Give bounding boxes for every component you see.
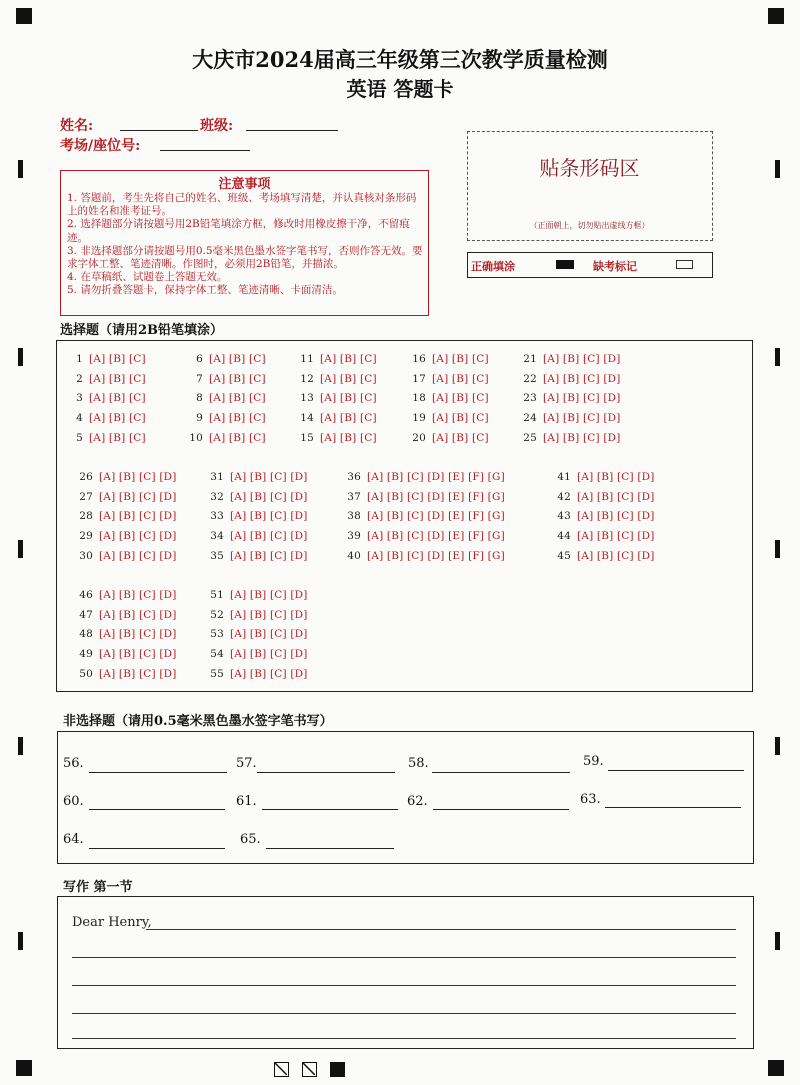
mc-question-35 [199,550,308,562]
fill-question-number: 61. [236,794,257,809]
mc-answer-options[interactable]: [A] [B] [C] [D] [577,549,655,562]
writing-line[interactable] [72,957,736,958]
mc-question-42 [546,491,655,503]
mc-question-18 [401,392,489,404]
mc-question-number: 49 [79,648,93,661]
mc-answer-options[interactable]: [A] [B] [C] [D] [230,628,308,641]
page-title: 大庆市2024届高三年级第三次教学质量检测 [192,47,608,72]
mc-answer-options[interactable]: [A] [B] [C] [320,372,377,385]
mc-question-number: 21 [523,353,537,365]
mc-question-2 [68,373,146,385]
mc-question-6 [178,353,266,365]
mc-question-number: 40 [347,549,361,562]
timing-tick [18,160,23,178]
writing-line[interactable] [72,1013,736,1014]
mc-question-20 [401,432,489,444]
fill-answer-box [57,731,754,864]
mc-question-22 [512,373,621,385]
writing-line[interactable] [146,929,736,930]
fill-question-number: 64. [63,832,84,847]
mc-answer-options[interactable]: [A] [B] [C] [432,392,489,405]
writing-line[interactable] [72,1038,736,1039]
mc-answer-options[interactable]: [A] [B] [C] [89,392,146,405]
mc-answer-options[interactable]: [A] [B] [C] [D] [543,372,621,385]
mc-answer-options[interactable]: [A] [B] [C] [D] [99,490,177,503]
writing-greeting: Dear Henry, [72,915,152,930]
mc-answer-options[interactable]: [A] [B] [C] [D] [99,648,177,661]
name-label: 姓名: [60,118,94,134]
mc-question-number: 31 [210,471,224,483]
mc-question-34 [199,530,308,542]
mc-question-number: 20 [412,431,426,444]
mc-answer-options[interactable]: [A] [B] [C] [D] [230,549,308,562]
mc-answer-options[interactable]: [A] [B] [C] [432,372,489,385]
mc-answer-options[interactable]: [A] [B] [C] [D] [543,353,621,365]
mc-question-19 [401,412,489,424]
mc-answer-options[interactable]: [A] [B] [C] [D] [543,392,621,405]
mc-question-number: 19 [412,412,426,425]
mc-answer-options[interactable]: [A] [B] [C] [89,412,146,425]
mc-answer-options[interactable]: [A] [B] [C] [D] [230,530,308,543]
notice-item: 1. 答题前，考生先将自己的姓名、班级、考场填写清楚，并认真核对条形码上的姓名和准考证号。 [67,192,417,218]
fill-answer-line[interactable] [266,848,394,849]
mc-question-number: 26 [79,471,93,483]
notice-item: 2. 选择题部分请按题号用2B铅笔填涂方框，修改时用橡皮擦干净，不留痕迹。 [67,218,410,244]
mc-answer-options[interactable]: [A] [B] [C] [D] [230,667,308,680]
mc-answer-options[interactable]: [A] [B] [C] [D] [577,471,655,483]
mc-question-number: 39 [347,530,361,543]
mc-answer-options[interactable]: [A] [B] [C] [D] [99,471,177,483]
mc-question-47 [68,609,177,621]
class-field[interactable] [246,130,338,131]
fill-question-number: 62. [407,794,428,809]
mc-question-number: 25 [523,431,537,444]
notice-item: 4. 在草稿纸、试题卷上答题无效。 [67,271,228,284]
mc-question-number: 33 [210,510,224,523]
mc-question-number: 41 [557,471,571,483]
mc-question-number: 50 [79,667,93,680]
fill-answer-line[interactable] [89,848,225,849]
mc-question-number: 43 [557,510,571,523]
mc-answer-options[interactable]: [A] [B] [C] [89,353,146,365]
mc-question-16 [401,353,489,365]
timing-tick [775,348,780,366]
mc-question-29 [68,530,177,542]
mc-answer-options[interactable]: [A] [B] [C] [D] [99,510,177,523]
mc-answer-options[interactable]: [A] [B] [C] [D] [99,530,177,543]
corner-mark-bottom-right [768,1060,784,1076]
fill-answer-line[interactable] [89,809,225,810]
mc-answer-options[interactable]: [A] [B] [C] [D] [E] [F] [G] [367,510,505,523]
mc-question-number: 45 [557,549,571,562]
writing-answer-box [57,896,754,1049]
mc-question-46 [68,589,177,601]
mc-question-39 [336,530,505,542]
mc-question-number: 29 [79,530,93,543]
mc-question-14 [289,412,377,424]
mc-question-23 [512,392,621,404]
mc-question-number: 44 [557,530,571,543]
mc-question-38 [336,510,505,522]
mc-answer-options[interactable]: [A] [B] [C] [432,412,489,425]
mc-question-33 [199,510,308,522]
fill-answer-line[interactable] [89,772,227,773]
mc-answer-options[interactable]: [A] [B] [C] [89,372,146,385]
mc-question-number: 7 [196,372,203,385]
mc-question-8 [178,392,266,404]
fill-question-number: 57. [236,756,257,771]
mc-answer-options[interactable]: [A] [B] [C] [D] [230,490,308,503]
mc-question-24 [512,412,621,424]
mc-answer-options[interactable]: [A] [B] [C] [D] [99,628,177,641]
mc-question-number: 6 [196,353,203,365]
fill-question-number: 63. [580,792,601,807]
mc-answer-options[interactable]: [A] [B] [C] [D] [577,510,655,523]
mc-question-30 [68,550,177,562]
mc-question-number: 30 [79,549,93,562]
mc-question-number: 47 [79,608,93,621]
mc-question-number: 9 [196,412,203,425]
mc-question-11 [289,353,377,365]
mc-answer-options[interactable]: [A] [B] [C] [D] [543,431,621,444]
mc-question-number: 53 [210,628,224,641]
mc-question-51 [199,589,308,601]
mc-answer-options[interactable]: [A] [B] [C] [432,353,489,365]
mc-question-25 [512,432,621,444]
mc-answer-options[interactable]: [A] [B] [C] [320,392,377,405]
timing-tick [775,160,780,178]
mc-answer-options[interactable]: [A] [B] [C] [209,412,266,425]
mc-question-number: 46 [79,589,93,601]
mc-question-number: 13 [300,392,314,405]
absent-mark-label: 缺考标记 [593,260,637,273]
mc-question-number: 28 [79,510,93,523]
mc-question-45 [546,550,655,562]
fill-question-number: 60. [63,794,84,809]
mc-answer-options[interactable]: [A] [B] [C] [D] [230,608,308,621]
mc-question-53 [199,628,308,640]
mc-question-41 [546,471,655,483]
mc-question-21 [512,353,621,365]
mc-answer-options[interactable]: [A] [B] [C] [D] [99,667,177,680]
mc-question-55 [199,668,308,680]
writing-section-label: 写作 第一节 [63,880,133,895]
mc-question-number: 37 [347,490,361,503]
mc-answer-options[interactable]: [A] [B] [C] [432,431,489,444]
fill-answer-line[interactable] [608,770,744,771]
mc-question-number: 23 [523,392,537,405]
mc-question-27 [68,491,177,503]
mc-question-44 [546,530,655,542]
mc-answer-options[interactable]: [A] [B] [C] [89,431,146,444]
mc-question-5 [68,432,146,444]
mc-question-40 [336,550,505,562]
mc-answer-options[interactable]: [A] [B] [C] [D] [230,648,308,661]
mc-question-number: 24 [523,412,537,425]
barcode-note: （正面朝上，切勿贴出虚线方框） [529,221,650,230]
mc-question-number: 4 [76,412,83,425]
mc-answer-options[interactable]: [A] [B] [C] [320,431,377,444]
mc-question-4 [68,412,146,424]
timing-tick [18,737,23,755]
timing-tick [18,932,23,950]
mc-question-28 [68,510,177,522]
corner-mark-top-left [16,8,32,24]
writing-line[interactable] [72,985,736,986]
mc-question-number: 5 [76,431,83,444]
mc-question-number: 14 [300,412,314,425]
mc-answer-options[interactable]: [A] [B] [C] [D] [E] [F] [G] [367,530,505,543]
fill-question-number: 59. [583,754,604,769]
mc-question-7 [178,373,266,385]
barcode-title: 贴条形码区 [539,156,640,180]
mc-question-number: 11 [300,353,314,365]
mc-question-number: 52 [210,608,224,621]
mc-question-48 [68,628,177,640]
mc-answer-options[interactable]: [A] [B] [C] [D] [99,589,177,601]
name-field[interactable] [120,130,198,131]
mc-question-number: 36 [347,471,361,483]
notice-item: 5. 请勿折叠答题卡，保持字体工整、笔迹清晰、卡面清洁。 [67,284,343,297]
mc-question-52 [199,609,308,621]
mc-question-43 [546,510,655,522]
seat-field[interactable] [160,150,250,151]
mc-question-number: 1 [76,353,83,365]
mc-answer-options[interactable]: [A] [B] [C] [D] [E] [F] [G] [367,471,505,483]
mc-answer-options[interactable]: [A] [B] [C] [D] [99,608,177,621]
mc-answer-options[interactable]: [A] [B] [C] [209,392,266,405]
mc-question-10 [178,432,266,444]
corner-mark-top-right [768,8,784,24]
mc-question-number: 34 [210,530,224,543]
mc-answer-options[interactable]: [A] [B] [C] [D] [E] [F] [G] [367,490,505,503]
mc-question-50 [68,668,177,680]
mc-answer-options[interactable]: [A] [B] [C] [D] [E] [F] [G] [367,549,505,562]
mc-question-number: 2 [76,372,83,385]
correct-fill-sample [556,260,574,269]
absent-mark-box[interactable] [676,260,693,269]
mc-question-number: 22 [523,372,537,385]
page-subtitle: 英语 答题卡 [346,77,454,101]
timing-tick [775,932,780,950]
mc-question-36 [336,471,505,483]
mc-question-number: 38 [347,510,361,523]
mc-question-15 [289,432,377,444]
mc-question-17 [401,373,489,385]
mc-question-number: 54 [210,648,224,661]
fill-answer-line[interactable] [432,772,570,773]
mc-question-number: 12 [300,372,314,385]
correct-fill-label: 正确填涂 [471,260,515,273]
fill-answer-line[interactable] [433,809,569,810]
notice-title: 注意事项 [218,177,271,192]
fill-answer-line[interactable] [262,809,398,810]
mc-question-number: 32 [210,490,224,503]
fill-answer-line[interactable] [605,807,741,808]
mc-question-number: 42 [557,490,571,503]
mc-answer-options[interactable]: [A] [B] [C] [320,412,377,425]
notice-box [60,170,429,316]
mc-question-26 [68,471,177,483]
mc-question-12 [289,373,377,385]
mc-answer-options[interactable]: [A] [B] [C] [D] [577,490,655,503]
mc-question-number: 15 [300,431,314,444]
mc-answer-options[interactable]: [A] [B] [C] [209,353,266,365]
corner-mark-bottom-left [16,1060,32,1076]
mc-question-number: 17 [412,372,426,385]
mc-section-label: 选择题（请用2B铅笔填涂） [60,323,224,338]
mc-answer-options[interactable]: [A] [B] [C] [D] [543,412,621,425]
mc-question-number: 3 [76,392,83,405]
mc-question-37 [336,491,505,503]
mc-question-32 [199,491,308,503]
mc-answer-options[interactable]: [A] [B] [C] [D] [99,549,177,562]
mc-answer-options[interactable]: [A] [B] [C] [320,353,377,365]
notice-item: 3. 非选择题部分请按题号用0.5毫米黑色墨水签字笔书写，否则作答无效。要求字体工整、笔迹清晰。作图时，必须用2B铅笔，并描浓。 [67,244,423,271]
timing-tick [18,348,23,366]
fill-question-number: 56. [63,756,84,771]
mc-question-31 [199,471,308,483]
mc-question-number: 10 [189,431,203,444]
mc-answer-options[interactable]: [A] [B] [C] [209,431,266,444]
mc-question-number: 55 [210,667,224,680]
mc-question-number: 18 [412,392,426,405]
fill-question-number: 58. [408,756,429,771]
timing-tick [775,540,780,558]
mc-question-number: 51 [210,589,224,601]
mc-answer-options[interactable]: [A] [B] [C] [209,372,266,385]
mc-question-3 [68,392,146,404]
mc-question-number: 35 [210,549,224,562]
mc-answer-options[interactable]: [A] [B] [C] [D] [577,530,655,543]
fill-answer-line[interactable] [257,772,395,773]
mc-answer-options[interactable]: [A] [B] [C] [D] [230,510,308,523]
mc-question-number: 16 [412,353,426,365]
timing-tick [18,540,23,558]
mc-answer-options[interactable]: [A] [B] [C] [D] [230,589,308,601]
mc-question-1 [68,353,146,365]
fill-section-label: 非选择题（请用0.5毫米黑色墨水签字笔书写） [63,714,333,729]
class-label: 班级: [200,118,234,134]
mc-question-9 [178,412,266,424]
seat-label: 考场/座位号: [60,138,141,154]
mc-question-number: 8 [196,392,203,405]
mc-question-54 [199,648,308,660]
legend-box [467,252,713,278]
fill-question-number: 65. [240,832,261,847]
mc-question-number: 27 [79,490,93,503]
mc-question-13 [289,392,377,404]
mc-question-49 [68,648,177,660]
page-mark-slash [302,1062,317,1077]
barcode-area [467,131,713,241]
page-mark-slash [274,1062,289,1077]
timing-tick [775,737,780,755]
mc-question-number: 48 [79,628,93,641]
page-mark-filled [330,1062,345,1077]
mc-answer-options[interactable]: [A] [B] [C] [D] [230,471,308,483]
